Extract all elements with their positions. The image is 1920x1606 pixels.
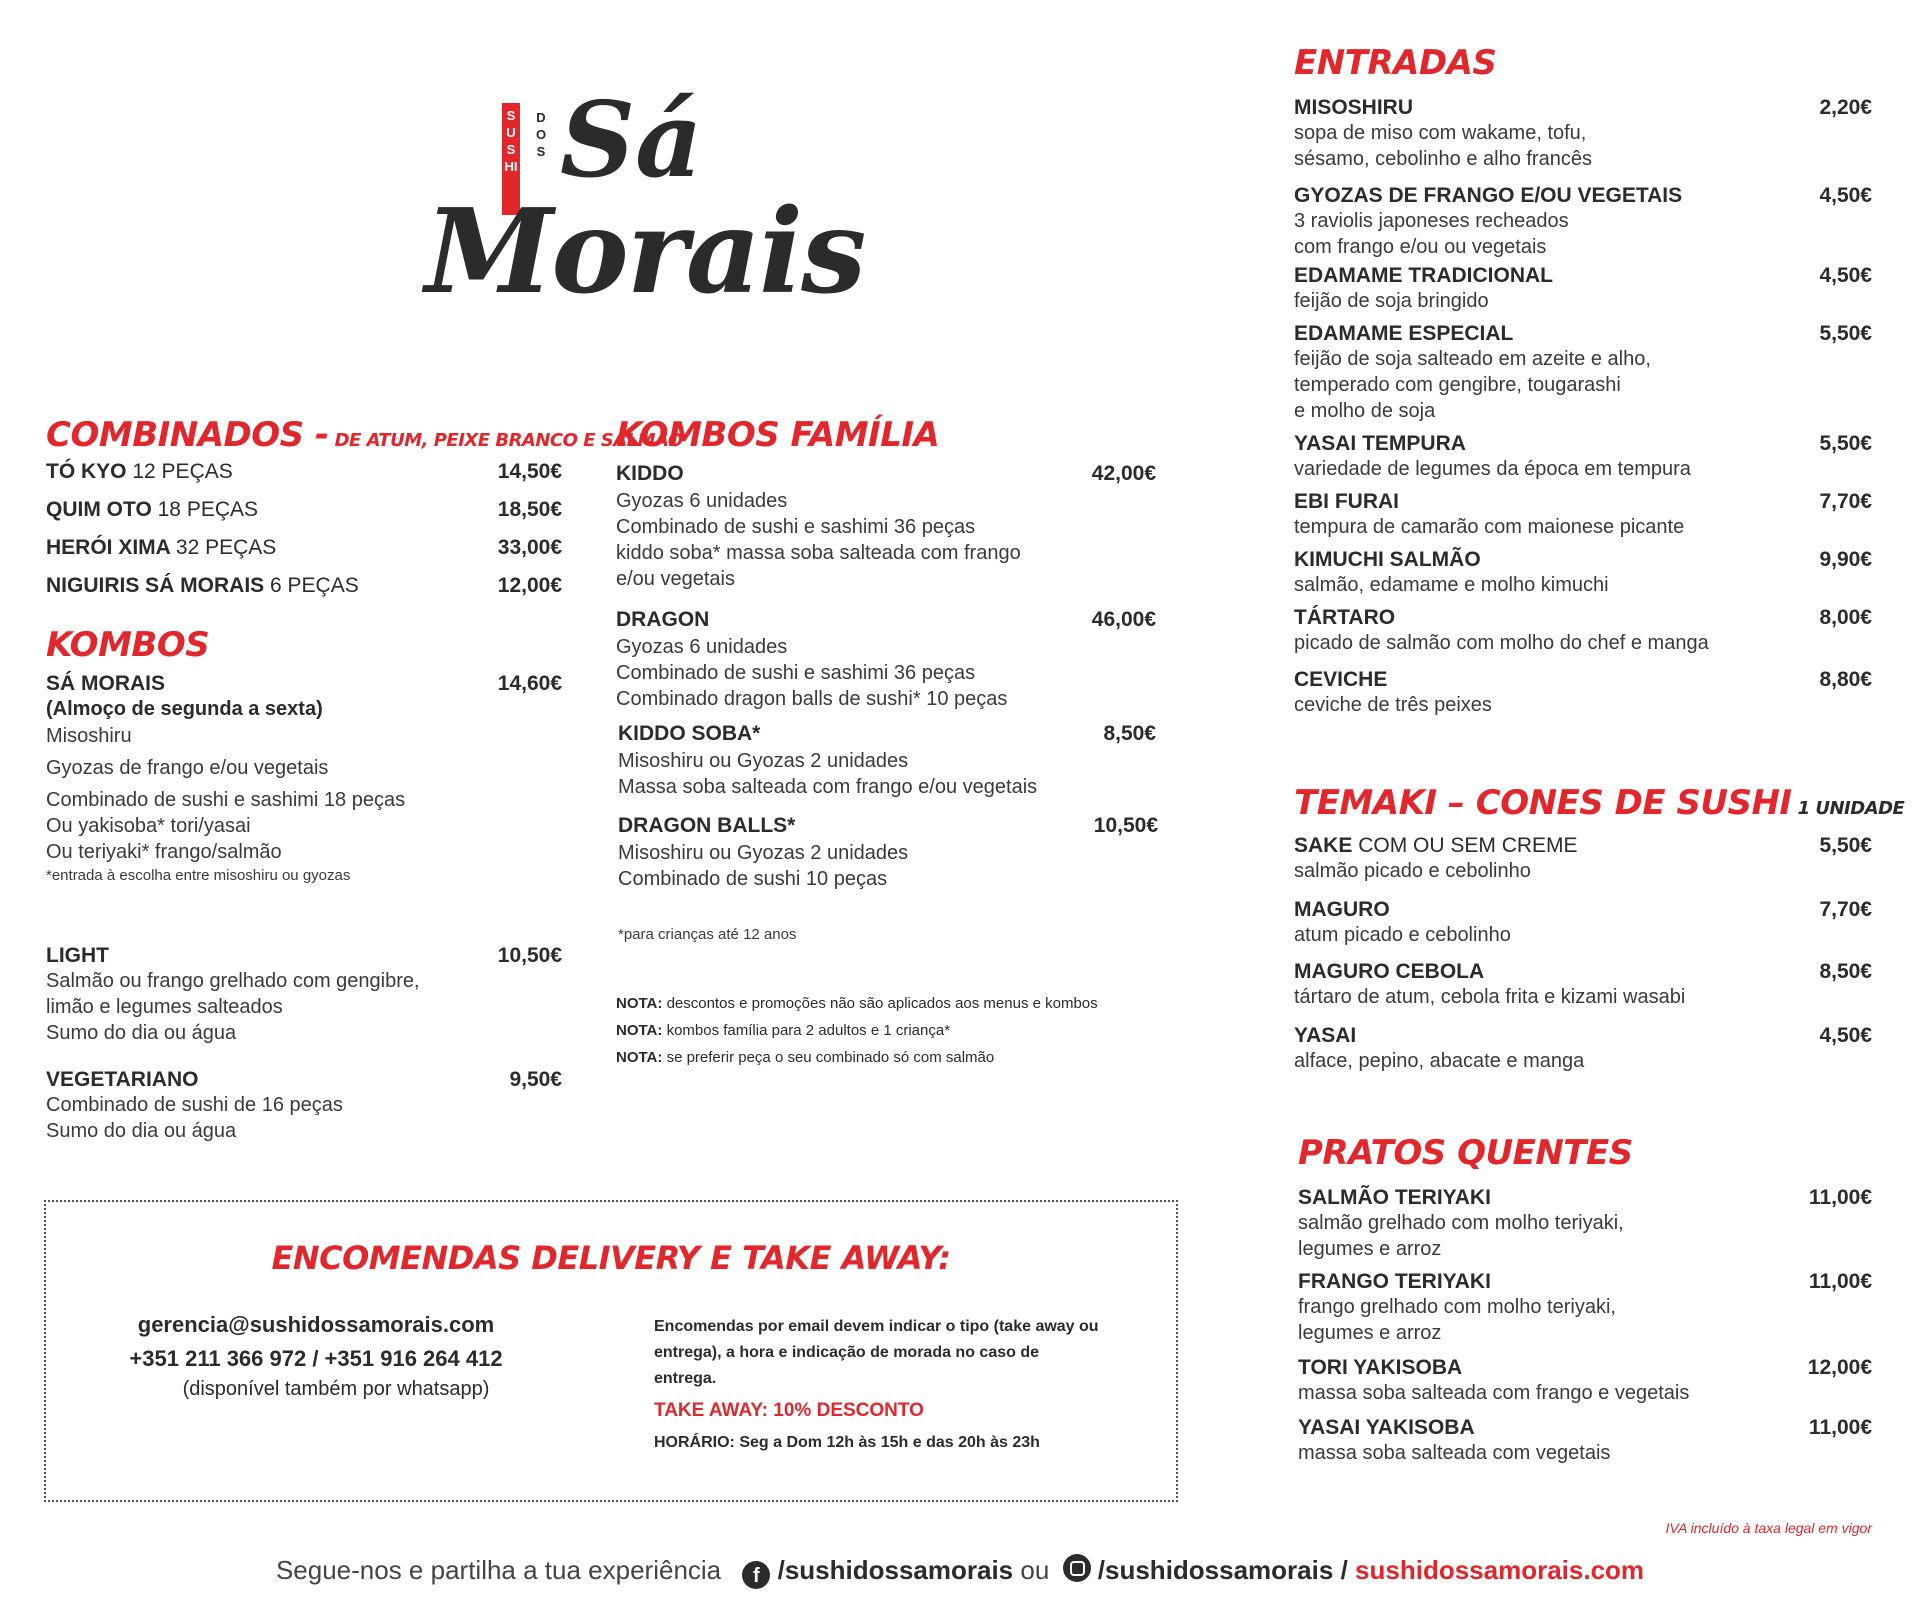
entrada-ceviche: CEVICHE 8,80€ ceviche de três peixes (1294, 668, 1872, 716)
quente-tori-yakisoba: TORI YAKISOBA 12,00€ massa soba salteada com frango e vegetais (1298, 1356, 1872, 1404)
kombo-vegetariano: VEGETARIANO 9,50€ Combinado de sushi de 16 peças Sumo do dia ou água (46, 1068, 562, 1142)
entrada-tartaro: TÁRTARO 8,00€ picado de salmão com molho do chef e manga (1294, 606, 1872, 654)
entrada-kimuchi-salmao: KIMUCHI SALMÃO 9,90€ salmão, edamame e molho kimuchi (1294, 548, 1872, 596)
temaki-subtitle: 1 UNIDADE (1797, 798, 1905, 819)
logo-dos-text: DOS (535, 110, 547, 159)
kombos-title: KOMBOS (46, 625, 210, 665)
temaki-yasai: YASAI 4,50€ alface, pepino, abacate e manga (1294, 1024, 1872, 1072)
list-item: TÓ KYO 12 PEÇAS 14,50€ (46, 460, 562, 483)
list-item: NIGUIRIS SÁ MORAIS 6 PEÇAS 12,00€ (46, 574, 562, 597)
quentes-title: PRATOS QUENTES (1298, 1133, 1633, 1173)
temaki-sake: SAKE COM OU SEM CREME 5,50€ salmão picado e cebolinho (1294, 834, 1872, 882)
entrada-yasai-tempura: YASAI TEMPURA 5,50€ variedade de legumes da época em tempura (1294, 432, 1872, 480)
delivery-whatsapp: (disponível também por whatsapp) (182, 1378, 490, 1400)
delivery-hours: HORÁRIO: Seg a Dom 12h às 15h e das 20h às 23h (654, 1434, 1040, 1451)
entrada-edamame-especial: EDAMAME ESPECIAL 5,50€ feijão de soja salteado em azeite e alho, temperado com gengibre, tougarashi e molho de soja (1294, 322, 1872, 422)
familia-notes: NOTA: descontos e promoções não são aplicados aos menus e kombos NOTA: kombos família para 2 adultos e 1 criança* NOTA: se preferir peça o seu combinado só com salmão (616, 995, 1098, 1066)
familia-dragon: DRAGON 46,00€ Gyozas 6 unidades Combinado de sushi e sashimi 36 peças Combinado dragon balls de sushi* 10 peças (616, 608, 1156, 710)
familia-dragon-balls: DRAGON BALLS* 10,50€ Misoshiru ou Gyozas 2 unidades Combinado de sushi 10 peças (618, 814, 1158, 890)
list-item: QUIM OTO 18 PEÇAS 18,50€ (46, 498, 562, 521)
quente-frango-teriyaki: FRANGO TERIYAKI 11,00€ frango grelhado com molho teriyaki, legumes e arroz (1298, 1270, 1872, 1344)
quente-salmao-teriyaki: SALMÃO TERIYAKI 11,00€ salmão grelhado com molho teriyaki, legumes e arroz (1298, 1186, 1872, 1260)
temaki-maguro: MAGURO 7,70€ atum picado e cebolinho (1294, 898, 1872, 946)
delivery-contacts (46, 1308, 586, 1402)
website-link[interactable]: sushidossamorais.com (1355, 1555, 1645, 1585)
delivery-info: Encomendas por email devem indicar o tipo (take away ou entrega), a hora e indicação de morada no caso de entrega. TAKE AWAY: 10% DESCONTO HORÁRIO: Seg a Dom 12h às 15h e das 20h às 23h (654, 1314, 1154, 1458)
combinados-title: COMBINADOS - DE ATUM, PEIXE BRANCO E SALMÃO (46, 415, 683, 455)
logo (420, 78, 865, 355)
instagram-link[interactable]: /sushidossamorais (1097, 1555, 1334, 1585)
familia-kiddo: KIDDO 42,00€ Gyozas 6 unidades Combinado de sushi e sashimi 36 peças kiddo soba* massa soba salteada com frango e/ou vegetais (616, 462, 1156, 590)
combinados-subtitle: DE ATUM, PEIXE BRANCO E SALMÃO (334, 430, 683, 451)
delivery-box (44, 1200, 1178, 1502)
footer-slash: / (1340, 1555, 1348, 1585)
delivery-title: ENCOMENDAS DELIVERY E TAKE AWAY: (271, 1239, 951, 1277)
delivery-phones[interactable]: +351 211 366 972 / +351 916 264 412 (129, 1346, 503, 1371)
iva-note: IVA incluído à taxa legal em vigor (1665, 1520, 1872, 1536)
entrada-gyozas: GYOZAS DE FRANGO E/OU VEGETAIS 4,50€ 3 raviolis japoneses recheados com frango e/ou ou vegetais (1294, 184, 1872, 258)
familia-title: KOMBOS FAMÍLIA (616, 415, 940, 455)
facebook-icon[interactable]: f (742, 1561, 770, 1589)
logo-line1: Sá (560, 78, 703, 201)
familia-kiddo-soba: KIDDO SOBA* 8,50€ Misoshiru ou Gyozas 2 unidades Massa soba salteada com frango e/ou vegetais (618, 722, 1156, 798)
delivery-discount: TAKE AWAY: 10% DESCONTO (654, 1400, 924, 1421)
temaki-title: TEMAKI – CONES DE SUSHI 1 UNIDADE (1294, 783, 1905, 823)
entrada-edamame-tradicional: EDAMAME TRADICIONAL 4,50€ feijão de soja bringido (1294, 264, 1872, 312)
logo-line2: Morais (425, 184, 865, 320)
delivery-email[interactable]: gerencia@sushidossamorais.com (137, 1312, 495, 1337)
entradas-title: ENTRADAS (1294, 43, 1497, 83)
temaki-maguro-cebola: MAGURO CEBOLA 8,50€ tártaro de atum, cebola frita e kizami wasabi (1294, 960, 1872, 1008)
quente-yasai-yakisoba: YASAI YAKISOBA 11,00€ massa soba salteada com vegetais (1298, 1416, 1872, 1464)
familia-footnote: *para crianças até 12 anos (618, 926, 797, 943)
entrada-ebi-furai: EBI FURAI 7,70€ tempura de camarão com maionese picante (1294, 490, 1872, 538)
list-item: HERÓI XIMA 32 PEÇAS 33,00€ (46, 536, 562, 559)
footer-or: ou (1020, 1555, 1050, 1585)
entrada-misoshiru: MISOSHIRU 2,20€ sopa de miso com wakame, tofu, sésamo, cebolinho e alho francês (1294, 96, 1872, 170)
footer-follow: Segue-nos e partilha a tua experiência (275, 1555, 722, 1585)
instagram-icon[interactable] (1063, 1554, 1091, 1582)
footer (0, 1552, 1920, 1589)
facebook-link[interactable]: /sushidossamorais (777, 1555, 1014, 1585)
kombo-sa-morais: SÁ MORAIS 14,60€ (Almoço de segunda a sexta) Misoshiru Gyozas de frango e/ou vegetais Combinado de sushi e sashimi 18 peças Ou yakisoba* tori/yasai Ou teriyaki* frango/salmão *entrada à escolha entre misoshiru ou gyozas (46, 672, 562, 884)
instagram-icon-frame (1070, 1561, 1085, 1576)
kombo-light: LIGHT 10,50€ Salmão ou frango grelhado com gengibre, limão e legumes salteados Sumo do dia ou água (46, 944, 562, 1044)
logo-sushi-text: SUSHI (504, 108, 518, 174)
